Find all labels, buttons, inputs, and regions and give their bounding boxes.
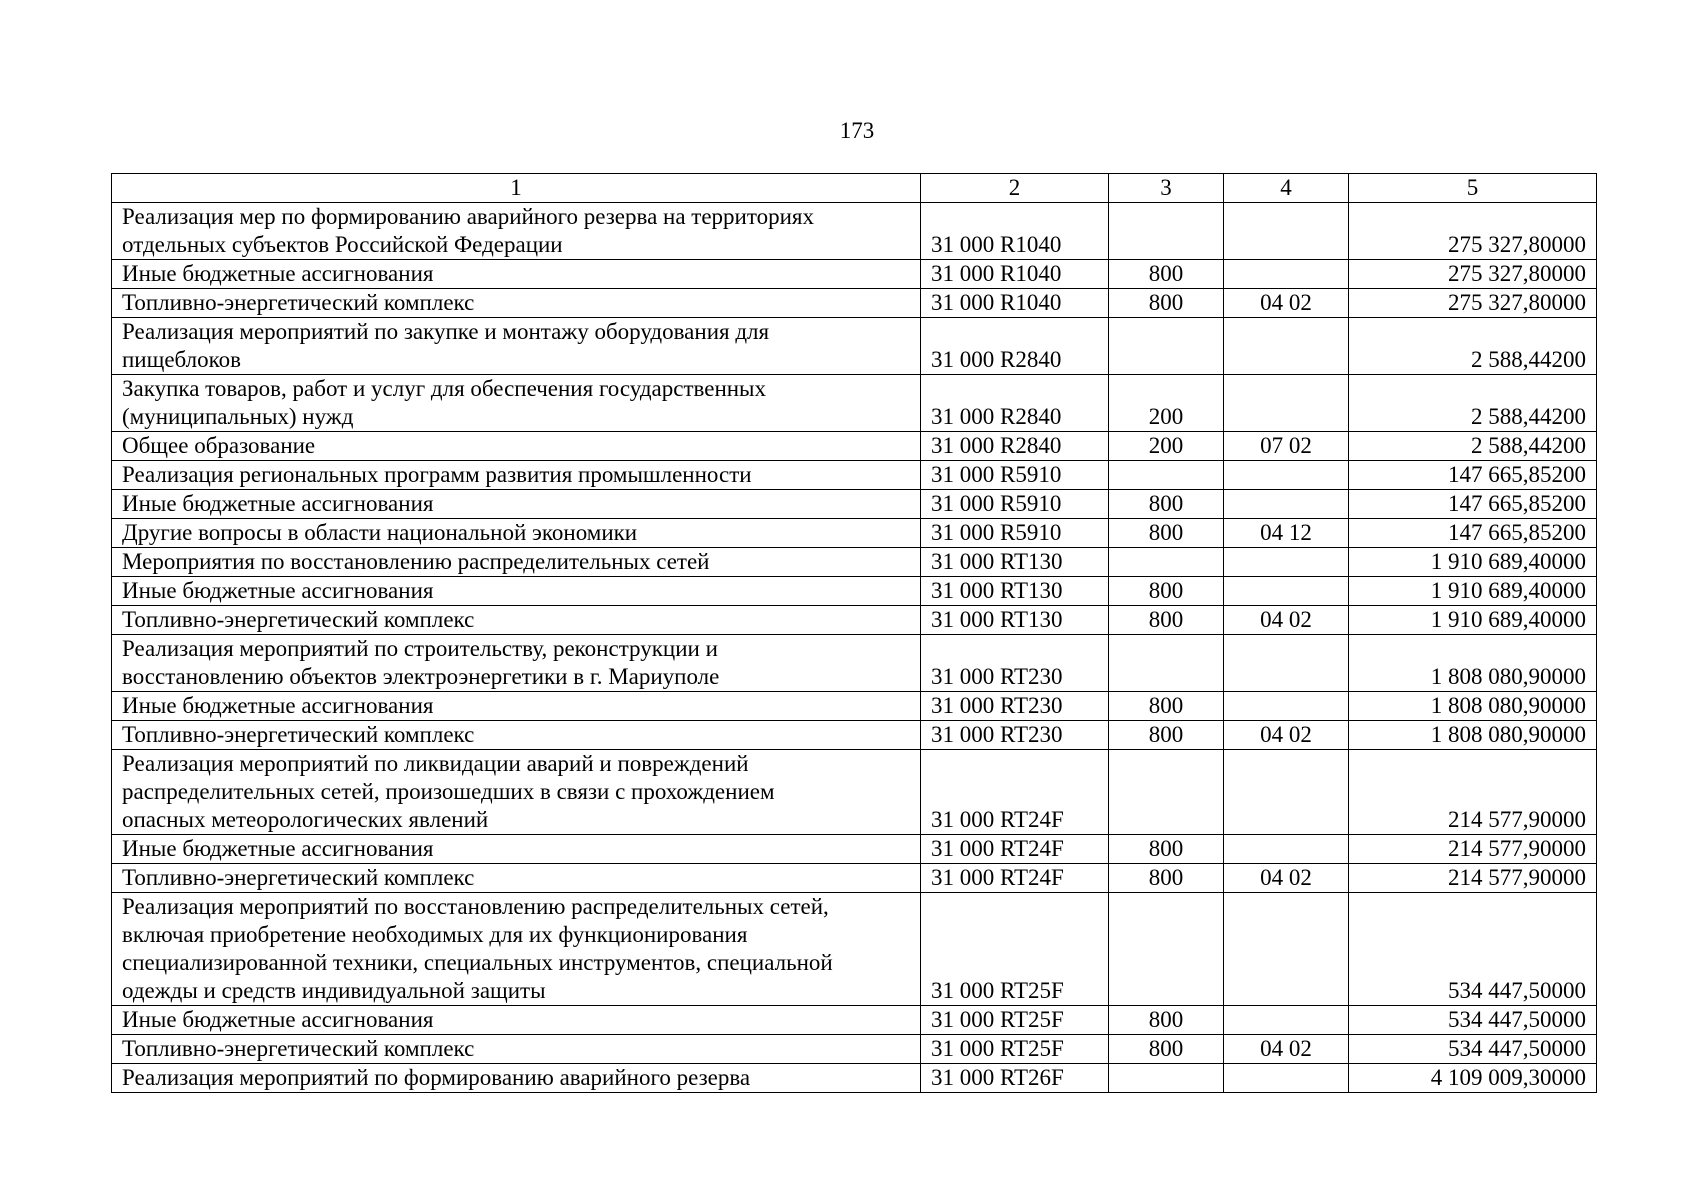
row-name-cell: Реализация мероприятий по формированию аварийного резерва bbox=[112, 1064, 921, 1093]
row-name-cell: Мероприятия по восстановлению распределительных сетей bbox=[112, 548, 921, 577]
section-cell bbox=[1224, 835, 1349, 864]
row-name-cell: Топливно-энергетический комплекс bbox=[112, 1035, 921, 1064]
row-name-cell: Топливно-энергетический комплекс bbox=[112, 864, 921, 893]
table-row bbox=[112, 1035, 1597, 1064]
row-name-cell: Реализация региональных программ развития промышленности bbox=[112, 461, 921, 490]
table-row bbox=[112, 577, 1597, 606]
table-row bbox=[112, 289, 1597, 318]
table-row bbox=[112, 1064, 1597, 1093]
amount-cell: 4 109 009,30000 bbox=[1349, 1064, 1597, 1093]
section-cell bbox=[1224, 577, 1349, 606]
section-cell bbox=[1224, 750, 1349, 835]
expense-type-cell bbox=[1109, 893, 1224, 1006]
row-name-cell: Иные бюджетные ассигнования bbox=[112, 490, 921, 519]
target-code-cell: 31 000 RT24F bbox=[921, 750, 1109, 835]
table-row bbox=[112, 721, 1597, 750]
table-row bbox=[112, 635, 1597, 692]
expense-type-cell bbox=[1109, 203, 1224, 260]
expense-type-cell: 800 bbox=[1109, 577, 1224, 606]
expense-type-cell: 800 bbox=[1109, 692, 1224, 721]
amount-cell: 1 910 689,40000 bbox=[1349, 548, 1597, 577]
section-cell: 04 02 bbox=[1224, 606, 1349, 635]
section-cell bbox=[1224, 1006, 1349, 1035]
amount-cell: 2 588,44200 bbox=[1349, 432, 1597, 461]
target-code-cell: 31 000 RT26F bbox=[921, 1064, 1109, 1093]
row-name-cell: Общее образование bbox=[112, 432, 921, 461]
column-header-3: 3 bbox=[1109, 174, 1224, 203]
table-row bbox=[112, 375, 1597, 432]
row-name-cell: Иные бюджетные ассигнования bbox=[112, 692, 921, 721]
row-name-cell: Топливно-энергетический комплекс bbox=[112, 606, 921, 635]
target-code-cell: 31 000 R2840 bbox=[921, 375, 1109, 432]
section-cell bbox=[1224, 490, 1349, 519]
target-code-cell: 31 000 R5910 bbox=[921, 461, 1109, 490]
target-code-cell: 31 000 RT25F bbox=[921, 893, 1109, 1006]
table-row bbox=[112, 519, 1597, 548]
section-cell: 04 02 bbox=[1224, 289, 1349, 318]
table-row bbox=[112, 1006, 1597, 1035]
amount-cell: 275 327,80000 bbox=[1349, 260, 1597, 289]
amount-cell: 275 327,80000 bbox=[1349, 203, 1597, 260]
section-cell: 04 02 bbox=[1224, 721, 1349, 750]
amount-cell: 214 577,90000 bbox=[1349, 864, 1597, 893]
expense-type-cell: 800 bbox=[1109, 1035, 1224, 1064]
expense-type-cell: 800 bbox=[1109, 519, 1224, 548]
target-code-cell: 31 000 RT130 bbox=[921, 548, 1109, 577]
table-row bbox=[112, 432, 1597, 461]
expense-type-cell: 200 bbox=[1109, 432, 1224, 461]
target-code-cell: 31 000 R1040 bbox=[921, 260, 1109, 289]
section-cell bbox=[1224, 548, 1349, 577]
amount-cell: 275 327,80000 bbox=[1349, 289, 1597, 318]
section-cell bbox=[1224, 260, 1349, 289]
row-name-cell: Закупка товаров, работ и услуг для обеспечения государственных (муниципальных) нужд bbox=[112, 375, 921, 432]
table-row bbox=[112, 692, 1597, 721]
amount-cell: 147 665,85200 bbox=[1349, 461, 1597, 490]
row-name-cell: Топливно-энергетический комплекс bbox=[112, 721, 921, 750]
target-code-cell: 31 000 RT130 bbox=[921, 577, 1109, 606]
target-code-cell: 31 000 R5910 bbox=[921, 490, 1109, 519]
column-header-4: 4 bbox=[1224, 174, 1349, 203]
row-name-cell: Иные бюджетные ассигнования bbox=[112, 835, 921, 864]
amount-cell: 2 588,44200 bbox=[1349, 318, 1597, 375]
table-row bbox=[112, 260, 1597, 289]
expense-type-cell: 800 bbox=[1109, 606, 1224, 635]
section-cell: 04 02 bbox=[1224, 864, 1349, 893]
row-name-cell: Иные бюджетные ассигнования bbox=[112, 260, 921, 289]
expense-type-cell: 800 bbox=[1109, 835, 1224, 864]
amount-cell: 1 910 689,40000 bbox=[1349, 606, 1597, 635]
row-name-cell: Другие вопросы в области национальной экономики bbox=[112, 519, 921, 548]
target-code-cell: 31 000 R1040 bbox=[921, 203, 1109, 260]
section-cell bbox=[1224, 461, 1349, 490]
section-cell bbox=[1224, 375, 1349, 432]
section-cell: 04 12 bbox=[1224, 519, 1349, 548]
budget-table bbox=[111, 173, 1597, 1093]
amount-cell: 534 447,50000 bbox=[1349, 1006, 1597, 1035]
row-name-cell: Реализация мероприятий по строительству, реконструкции и восстановлению объектов электроэнергетики в г. Мариуполе bbox=[112, 635, 921, 692]
target-code-cell: 31 000 R5910 bbox=[921, 519, 1109, 548]
amount-cell: 1 910 689,40000 bbox=[1349, 577, 1597, 606]
expense-type-cell bbox=[1109, 548, 1224, 577]
row-name-cell: Реализация мероприятий по ликвидации аварий и повреждений распределительных сетей, произошедших в связи с прохождением опасных метеорологических явлений bbox=[112, 750, 921, 835]
expense-type-cell: 800 bbox=[1109, 721, 1224, 750]
expense-type-cell: 800 bbox=[1109, 490, 1224, 519]
page-number: 173 bbox=[839, 118, 875, 143]
table-body bbox=[112, 203, 1597, 1093]
column-header-1: 1 bbox=[112, 174, 921, 203]
target-code-cell: 31 000 RT130 bbox=[921, 606, 1109, 635]
table-row bbox=[112, 203, 1597, 260]
amount-cell: 214 577,90000 bbox=[1349, 750, 1597, 835]
expense-type-cell bbox=[1109, 461, 1224, 490]
target-code-cell: 31 000 R2840 bbox=[921, 432, 1109, 461]
row-name-cell: Топливно-энергетический комплекс bbox=[112, 289, 921, 318]
amount-cell: 1 808 080,90000 bbox=[1349, 692, 1597, 721]
table-row bbox=[112, 750, 1597, 835]
table-row bbox=[112, 461, 1597, 490]
target-code-cell: 31 000 RT230 bbox=[921, 692, 1109, 721]
amount-cell: 1 808 080,90000 bbox=[1349, 635, 1597, 692]
expense-type-cell bbox=[1109, 1064, 1224, 1093]
section-cell: 07 02 bbox=[1224, 432, 1349, 461]
target-code-cell: 31 000 RT25F bbox=[921, 1006, 1109, 1035]
table-row bbox=[112, 835, 1597, 864]
expense-type-cell: 800 bbox=[1109, 289, 1224, 318]
amount-cell: 1 808 080,90000 bbox=[1349, 721, 1597, 750]
section-cell bbox=[1224, 203, 1349, 260]
amount-cell: 534 447,50000 bbox=[1349, 1035, 1597, 1064]
amount-cell: 147 665,85200 bbox=[1349, 519, 1597, 548]
row-name-cell: Иные бюджетные ассигнования bbox=[112, 577, 921, 606]
target-code-cell: 31 000 RT24F bbox=[921, 864, 1109, 893]
section-cell bbox=[1224, 635, 1349, 692]
target-code-cell: 31 000 RT25F bbox=[921, 1035, 1109, 1064]
expense-type-cell: 800 bbox=[1109, 864, 1224, 893]
section-cell bbox=[1224, 1064, 1349, 1093]
table-row bbox=[112, 490, 1597, 519]
expense-type-cell: 800 bbox=[1109, 1006, 1224, 1035]
section-cell bbox=[1224, 692, 1349, 721]
column-header-2: 2 bbox=[921, 174, 1109, 203]
amount-cell: 534 447,50000 bbox=[1349, 893, 1597, 1006]
row-name-cell: Реализация мер по формированию аварийного резерва на территориях отдельных субъектов Российской Федерации bbox=[112, 203, 921, 260]
section-cell: 04 02 bbox=[1224, 1035, 1349, 1064]
target-code-cell: 31 000 R1040 bbox=[921, 289, 1109, 318]
expense-type-cell: 200 bbox=[1109, 375, 1224, 432]
amount-cell: 2 588,44200 bbox=[1349, 375, 1597, 432]
section-cell bbox=[1224, 318, 1349, 375]
target-code-cell: 31 000 RT24F bbox=[921, 835, 1109, 864]
column-header-5: 5 bbox=[1349, 174, 1597, 203]
expense-type-cell bbox=[1109, 635, 1224, 692]
target-code-cell: 31 000 RT230 bbox=[921, 635, 1109, 692]
target-code-cell: 31 000 RT230 bbox=[921, 721, 1109, 750]
expense-type-cell bbox=[1109, 318, 1224, 375]
table-row bbox=[112, 318, 1597, 375]
target-code-cell: 31 000 R2840 bbox=[921, 318, 1109, 375]
row-name-cell: Реализация мероприятий по закупке и монтажу оборудования для пищеблоков bbox=[112, 318, 921, 375]
table-row bbox=[112, 864, 1597, 893]
amount-cell: 147 665,85200 bbox=[1349, 490, 1597, 519]
expense-type-cell: 800 bbox=[1109, 260, 1224, 289]
expense-type-cell bbox=[1109, 750, 1224, 835]
header-row bbox=[112, 174, 1597, 203]
table-row bbox=[112, 893, 1597, 1006]
table-row bbox=[112, 606, 1597, 635]
section-cell bbox=[1224, 893, 1349, 1006]
row-name-cell: Иные бюджетные ассигнования bbox=[112, 1006, 921, 1035]
row-name-cell: Реализация мероприятий по восстановлению распределительных сетей, включая приобретение необходимых для их функционирования специализированной техники, специальных инструментов, специальной одежды и средств индивидуальной защиты bbox=[112, 893, 921, 1006]
table-row bbox=[112, 548, 1597, 577]
amount-cell: 214 577,90000 bbox=[1349, 835, 1597, 864]
